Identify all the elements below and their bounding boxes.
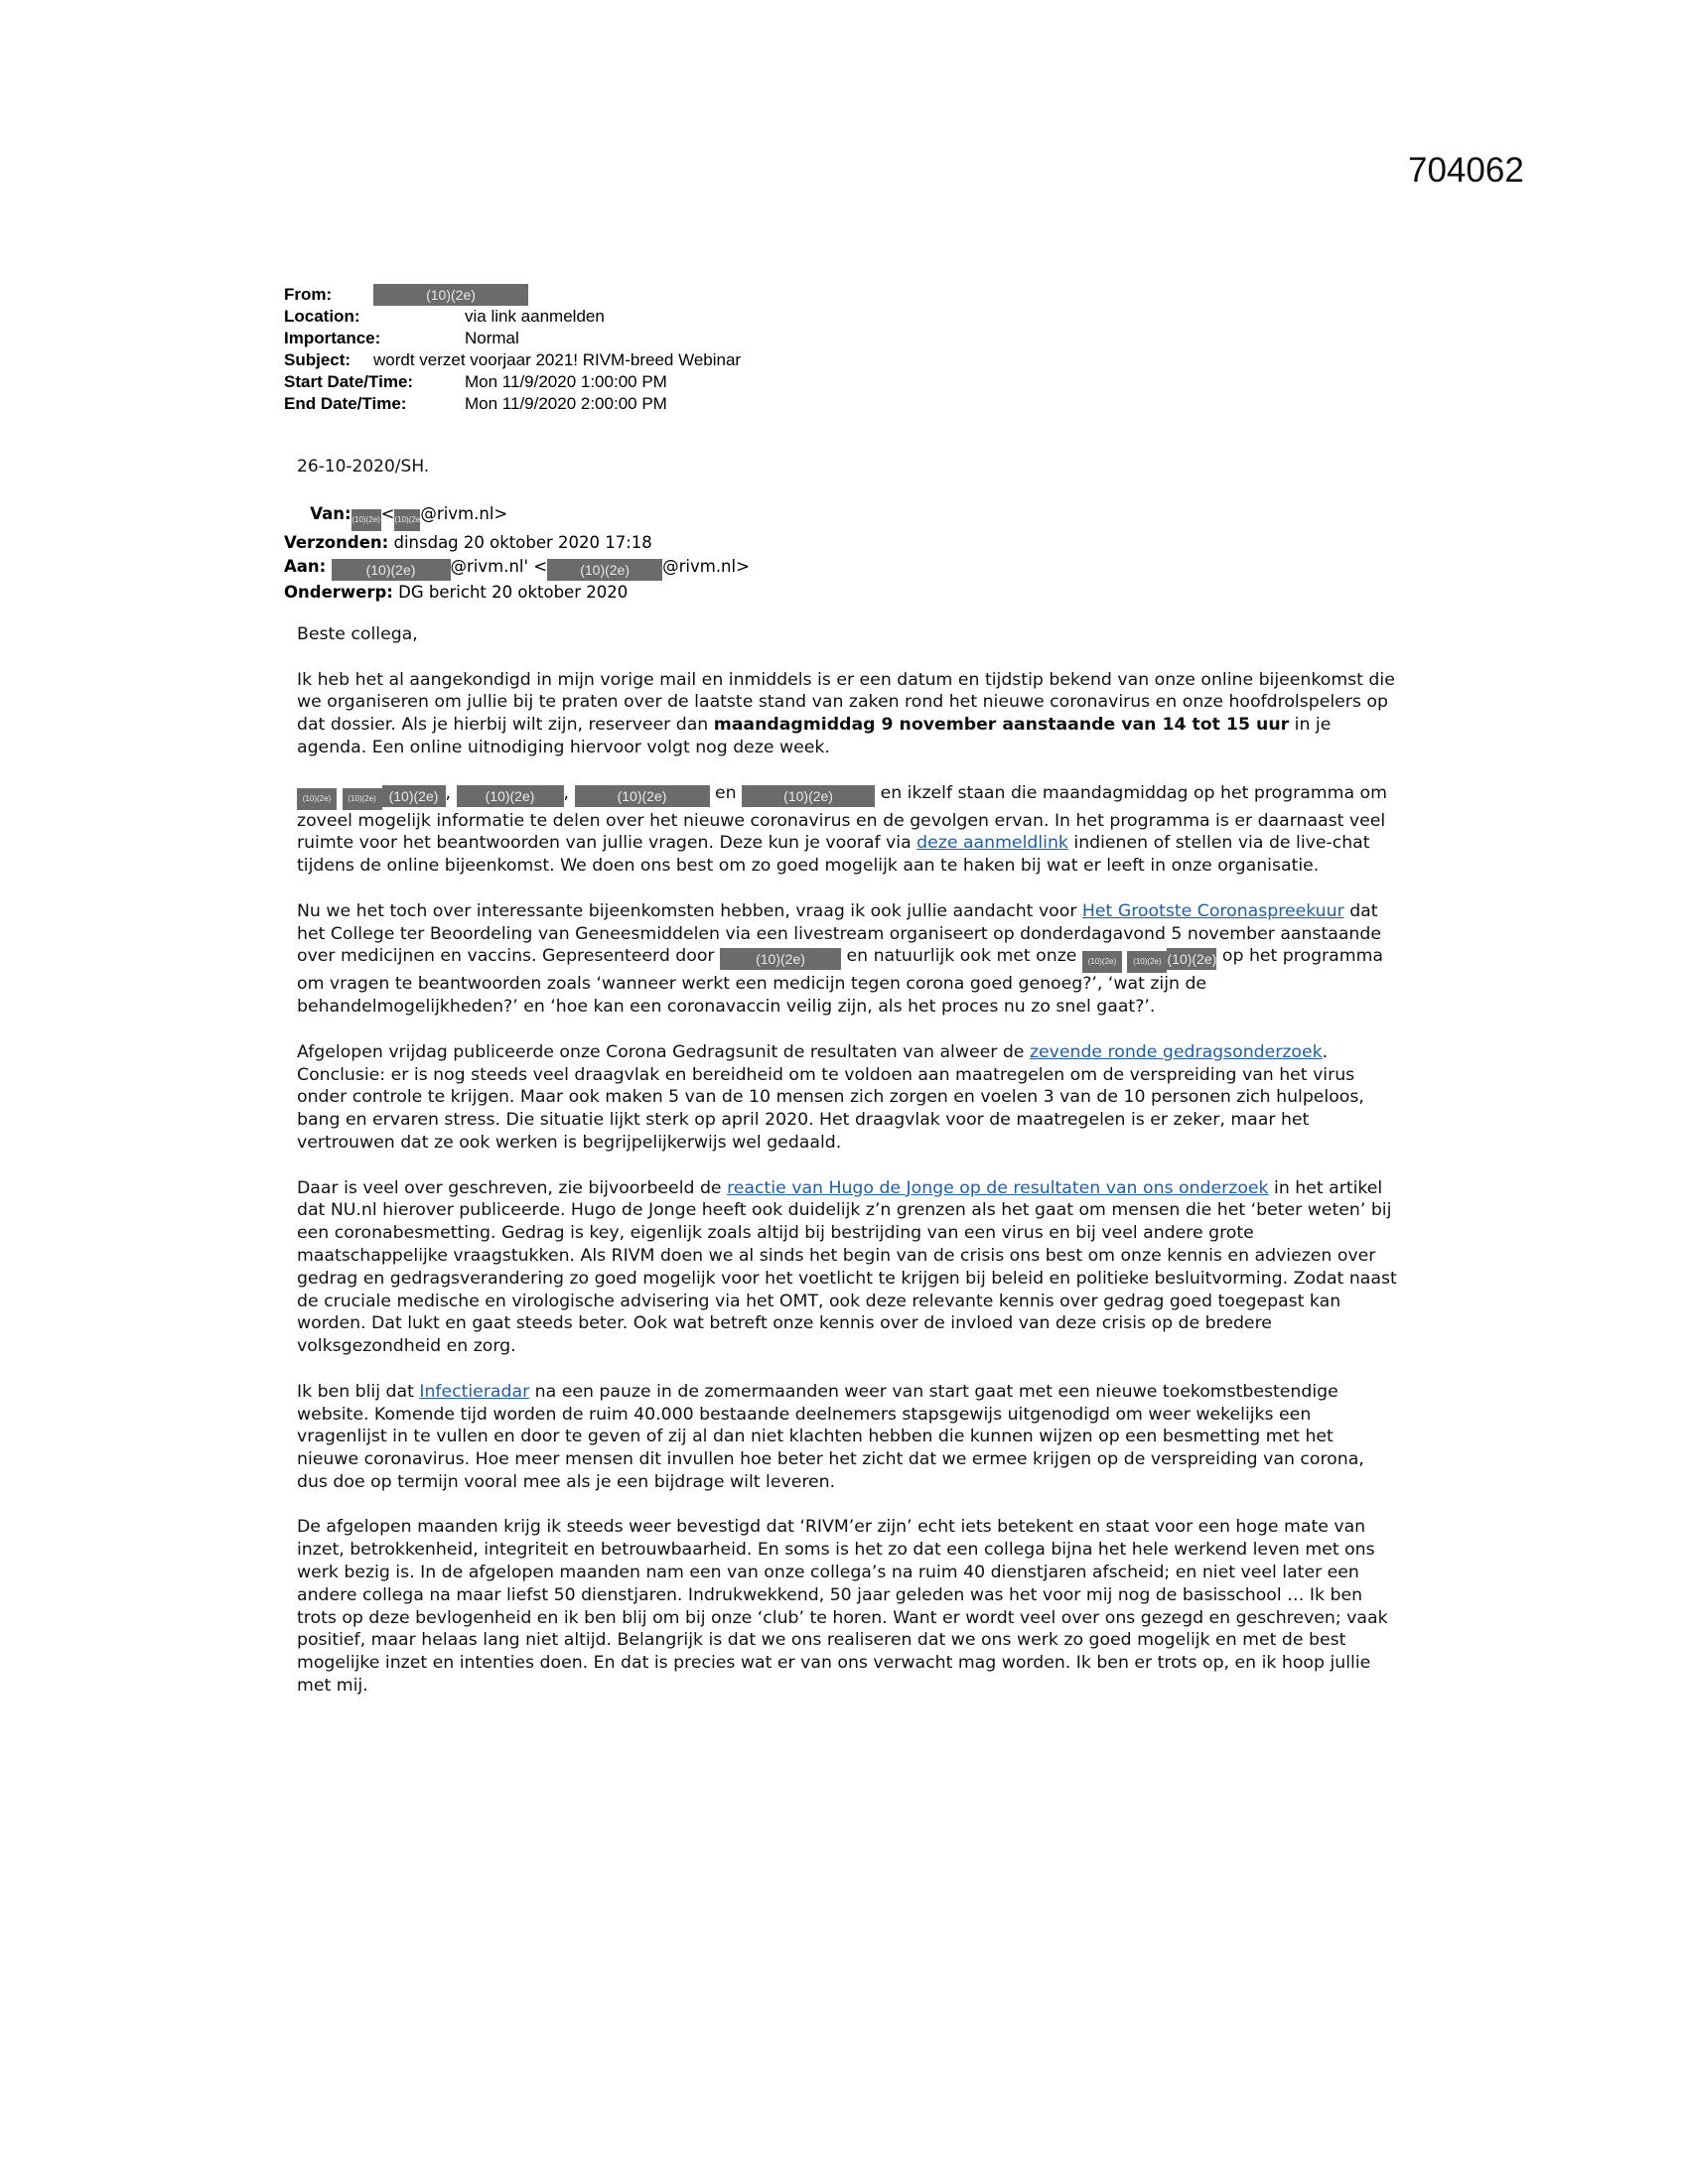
redaction-box: (10)(2e) <box>457 785 564 807</box>
aan-label: Aan: <box>284 556 327 576</box>
p2-text: en ikzelf staan die maandagmiddag op het programma om zoveel mogelijk informatie te delen over het nieuwe coronavirus en de gevolgen ervan. In het programma is er daarnaast veel ruimte voor het beantwoorden van jullie vragen. Deze kun je vooraf via <box>297 782 1387 854</box>
van-suffix: @rivm.nl> <box>420 504 508 523</box>
coronaspreekuur-link[interactable]: Het Grootste Coronaspreekuur <box>1081 900 1344 921</box>
subject-label: Subject: <box>284 350 352 369</box>
p5-text: Daar is veel over geschreven, zie bijvoorbeeld de <box>297 1177 728 1198</box>
location-value: via link aanmelden <box>465 307 605 326</box>
p1-bold: maandagmiddag 9 november aanstaande van 14 tot 15 uur <box>713 715 1290 736</box>
redaction-box: (10)(2e) <box>742 785 875 807</box>
importance-value: Normal <box>465 329 519 347</box>
p5-text-end: in het artikel dat NU.nl hierover publiceerde. Hugo de Jonge heeft ook duidelijk z’n grenzen als het gaat om mensen die het ‘beter weten’ bij een coronabesmetting. Gedrag is key, eigenlijk zoals altijd bij bestrijding van een virus en bij veel andere grote maatschappelijke vraagstukken. Als RIVM doen we al sinds het begin van de crisis ons best om onze kennis en adviezen over gedrag en gedragsverandering zo goed mogelijk voor het voetlicht te krijgen bij beleid en politieke besluitvorming. Zodat naast de cruciale medische en virologische advisering via het OMT, ook deze relevante kennis over gedrag goed toegepast kan worden. Dat lukt en gaat steeds beter. Ook wat betreft onze kennis over de invloed van deze crisis op de bredere volksgezondheid en zorg. <box>297 1177 1397 1357</box>
p3-text-2: dat het College ter Beoordeling van Geneesmiddelen via een livestream organiseert op donderdagavond 5 november aanstaande over medicijnen en vaccins. Gepresenteerd door <box>297 900 1381 967</box>
redaction-box: (10)(2e) <box>1167 948 1216 970</box>
start-row <box>284 371 741 393</box>
p3-text: Nu we het toch over interessante bijeenkomsten hebben, vraag ik ook jullie aandacht voor <box>297 900 1082 921</box>
paragraph-5 <box>297 1177 1399 1358</box>
aanmeldlink-link[interactable]: deze aanmeldlink <box>916 833 1068 854</box>
van-label: Van: <box>310 504 352 523</box>
redaction-box: (10)(2e) <box>1127 951 1167 973</box>
redaction-box: (10)(2e) <box>373 284 528 306</box>
redaction-box: (10)(2e) <box>382 785 446 807</box>
verzonden-value: dinsdag 20 oktober 2020 17:18 <box>393 533 652 552</box>
redaction-box: (10)(2e) <box>352 509 381 531</box>
redaction-box: (10)(2e) <box>547 559 662 581</box>
start-label: Start Date/Time: <box>284 372 414 391</box>
location-row <box>284 306 741 328</box>
subject-row <box>284 349 741 371</box>
p1-text-end: in je agenda. Een online uitnodiging hiervoor volgt nog deze week. <box>297 715 1332 757</box>
paragraph-4 <box>297 1041 1399 1155</box>
redaction-box: (10)(2e) <box>343 788 382 810</box>
forwarded-header <box>284 502 750 604</box>
p3-text-3: en natuurlijk ook met onze <box>841 946 1082 967</box>
location-label: Location: <box>284 307 360 326</box>
aan-suffix: @rivm.nl> <box>662 556 750 576</box>
paragraph-3 <box>297 900 1399 1019</box>
redaction-box: (10)(2e) <box>1082 951 1122 973</box>
meeting-header <box>284 284 741 415</box>
paragraph-2: (10)(2e) (10)(2e) (10)(2e) , (10)(2e) , (10)(2e) en (10)(2e) en ikzelf staan die maandagmiddag op het programma om zoveel mogelijk informatie te delen over het nieuwe coronavirus en de gevolgen ervan. In het programma is er daarnaast veel ruimte voor het beantwoorden van jullie vragen. Deze kun je vooraf via deze aanmeldlink indienen of stellen via de live-chat tijdens de online bijeenkomst. We doen ons best om zo goed mogelijk aan te haken bij wat er leeft in onze organisatie. <box>297 782 1387 877</box>
redaction-box: (10)(2e) <box>720 948 841 970</box>
hugo-de-jonge-link[interactable]: reactie van Hugo de Jonge op de resultaten van ons onderzoek <box>727 1177 1269 1198</box>
reference-note: 26-10-2020/SH. <box>297 457 430 477</box>
verzonden-row <box>284 531 750 555</box>
van-row: Van:(10)(2e)<(10)(2e)@rivm.nl> <box>284 502 750 531</box>
p1-text: Ik heb het al aangekondigd in mijn vorige mail en inmiddels is er een datum en tijdstip bekend van onze online bijeenkomst die we organiseren om jullie bij te praten over de laatste stand van zaken rond het nieuwe coronavirus en onze hoofdrolspelers op dat dossier. Als je hierbij wilt zijn, reserveer dan <box>297 669 1395 736</box>
p6-text: Ik ben blij dat <box>297 1381 420 1402</box>
end-value: Mon 11/9/2020 2:00:00 PM <box>465 394 667 413</box>
email-body <box>297 623 1399 1720</box>
end-label: End Date/Time: <box>284 394 407 413</box>
paragraph-1 <box>297 669 1399 759</box>
p6-text-end: na een pauze in de zomermaanden weer van start gaat met een nieuwe toekomstbestendige website. Komende tijd worden de ruim 40.000 bestaande deelnemers stapsgewijs uitgenodigd om weer wekelijks een vragenlijst in te vullen en door te geven of zij al dan niet klachten hebben die kunnen wijzen op een besmetting met het nieuwe coronavirus. Hoe meer mensen dit invullen hoe beter het zicht dat we ermee krijgen op de verspreiding van corona, dus doe op termijn vooral mee als je een bijdrage wilt leveren. <box>297 1381 1364 1492</box>
onderwerp-label: Onderwerp: <box>284 582 393 602</box>
paragraph-7: De afgelopen maanden krijg ik steeds weer bevestigd dat ‘RIVM’er zijn’ echt iets betekent en staat voor een hoge mate van inzet, betrokkenheid, integriteit en betrouwbaarheid. En soms is het zo dat een collega bijna het hele werkend leven met ons werk bezig is. In de afgelopen maanden nam een van onze collega’s na ruim 40 dienstjaren afscheid; en niet veel later een andere collega na maar liefst 50 dienstjaren. Indrukwekkend, 50 jaar geleden was het voor mij nog de basisschool … Ik ben trots op deze bevlogenheid en ik ben blij om bij onze ‘club’ te horen. Want er wordt veel over ons gezegd en geschreven; vaak positief, maar helaas lang niet altijd. Belangrijk is dat we ons realiseren dat we ons werk zo goed mogelijk en met de best mogelijke inzet en intenties doen. En dat is precies wat er van ons verwacht mag worden. Ik ben er trots op, en ik hoop jullie met mij. <box>297 1517 1388 1697</box>
aan-row <box>284 555 750 581</box>
p3-text-end: op het programma om vragen te beantwoorden zoals ‘wanneer werkt een medicijn tegen corona goed genoeg?’, ‘wat zijn de behandelmogelijkheden?’ en ‘hoe kan een coronavaccin veilig zijn, als het proces nu zo snel gaat?’. <box>297 946 1383 1018</box>
from-label: From: <box>284 285 333 304</box>
subject-value: wordt verzet voorjaar 2021! RIVM-breed Webinar <box>373 350 742 369</box>
importance-row <box>284 328 741 349</box>
redaction-box: (10)(2e) <box>332 559 451 581</box>
redaction-box: (10)(2e) <box>297 788 337 810</box>
p2-text-end: indienen of stellen via de live-chat tijdens de online bijeenkomst. We doen ons best om zo goed mogelijk aan te haken bij wat er leeft in onze organisatie. <box>297 833 1370 877</box>
paragraph-6 <box>297 1381 1399 1494</box>
infectieradar-link[interactable]: Infectieradar <box>419 1381 530 1402</box>
redaction-box: (10)(2e) <box>575 785 710 807</box>
onderwerp-value: DG bericht 20 oktober 2020 <box>398 582 629 602</box>
end-row <box>284 393 741 415</box>
document-number: 704062 <box>1408 151 1524 190</box>
p4-text-end: . Conclusie: er is nog steeds veel draagvlak en bereidheid om te voldoen aan maatregelen om de verspreiding van het virus onder controle te krijgen. Maar ook maken 5 van de 10 mensen zich zorgen en voelen 3 van de 10 personen zich hulpeloos, bang en ervaren stress. Die situatie lijkt sterk op april 2020. Het draagvlak voor de maatregelen is er zeker, maar het vertrouwen dat ze ook werken is begrijpelijkerwijs wel gedaald. <box>297 1041 1364 1153</box>
start-value: Mon 11/9/2020 1:00:00 PM <box>465 372 667 391</box>
aan-mid: @rivm.nl' < <box>450 556 548 576</box>
from-row <box>284 284 741 306</box>
gedragsonderzoek-link[interactable]: zevende ronde gedragsonderzoek <box>1029 1041 1323 1062</box>
p2-en: en <box>709 782 743 803</box>
greeting: Beste collega, <box>297 624 418 644</box>
verzonden-label: Verzonden: <box>284 533 389 552</box>
p4-text: Afgelopen vrijdag publiceerde onze Corona Gedragsunit de resultaten van alweer de <box>297 1041 1030 1062</box>
onderwerp-row <box>284 581 750 605</box>
importance-label: Importance: <box>284 329 381 347</box>
redaction-box: (10)(2e) <box>394 509 420 531</box>
